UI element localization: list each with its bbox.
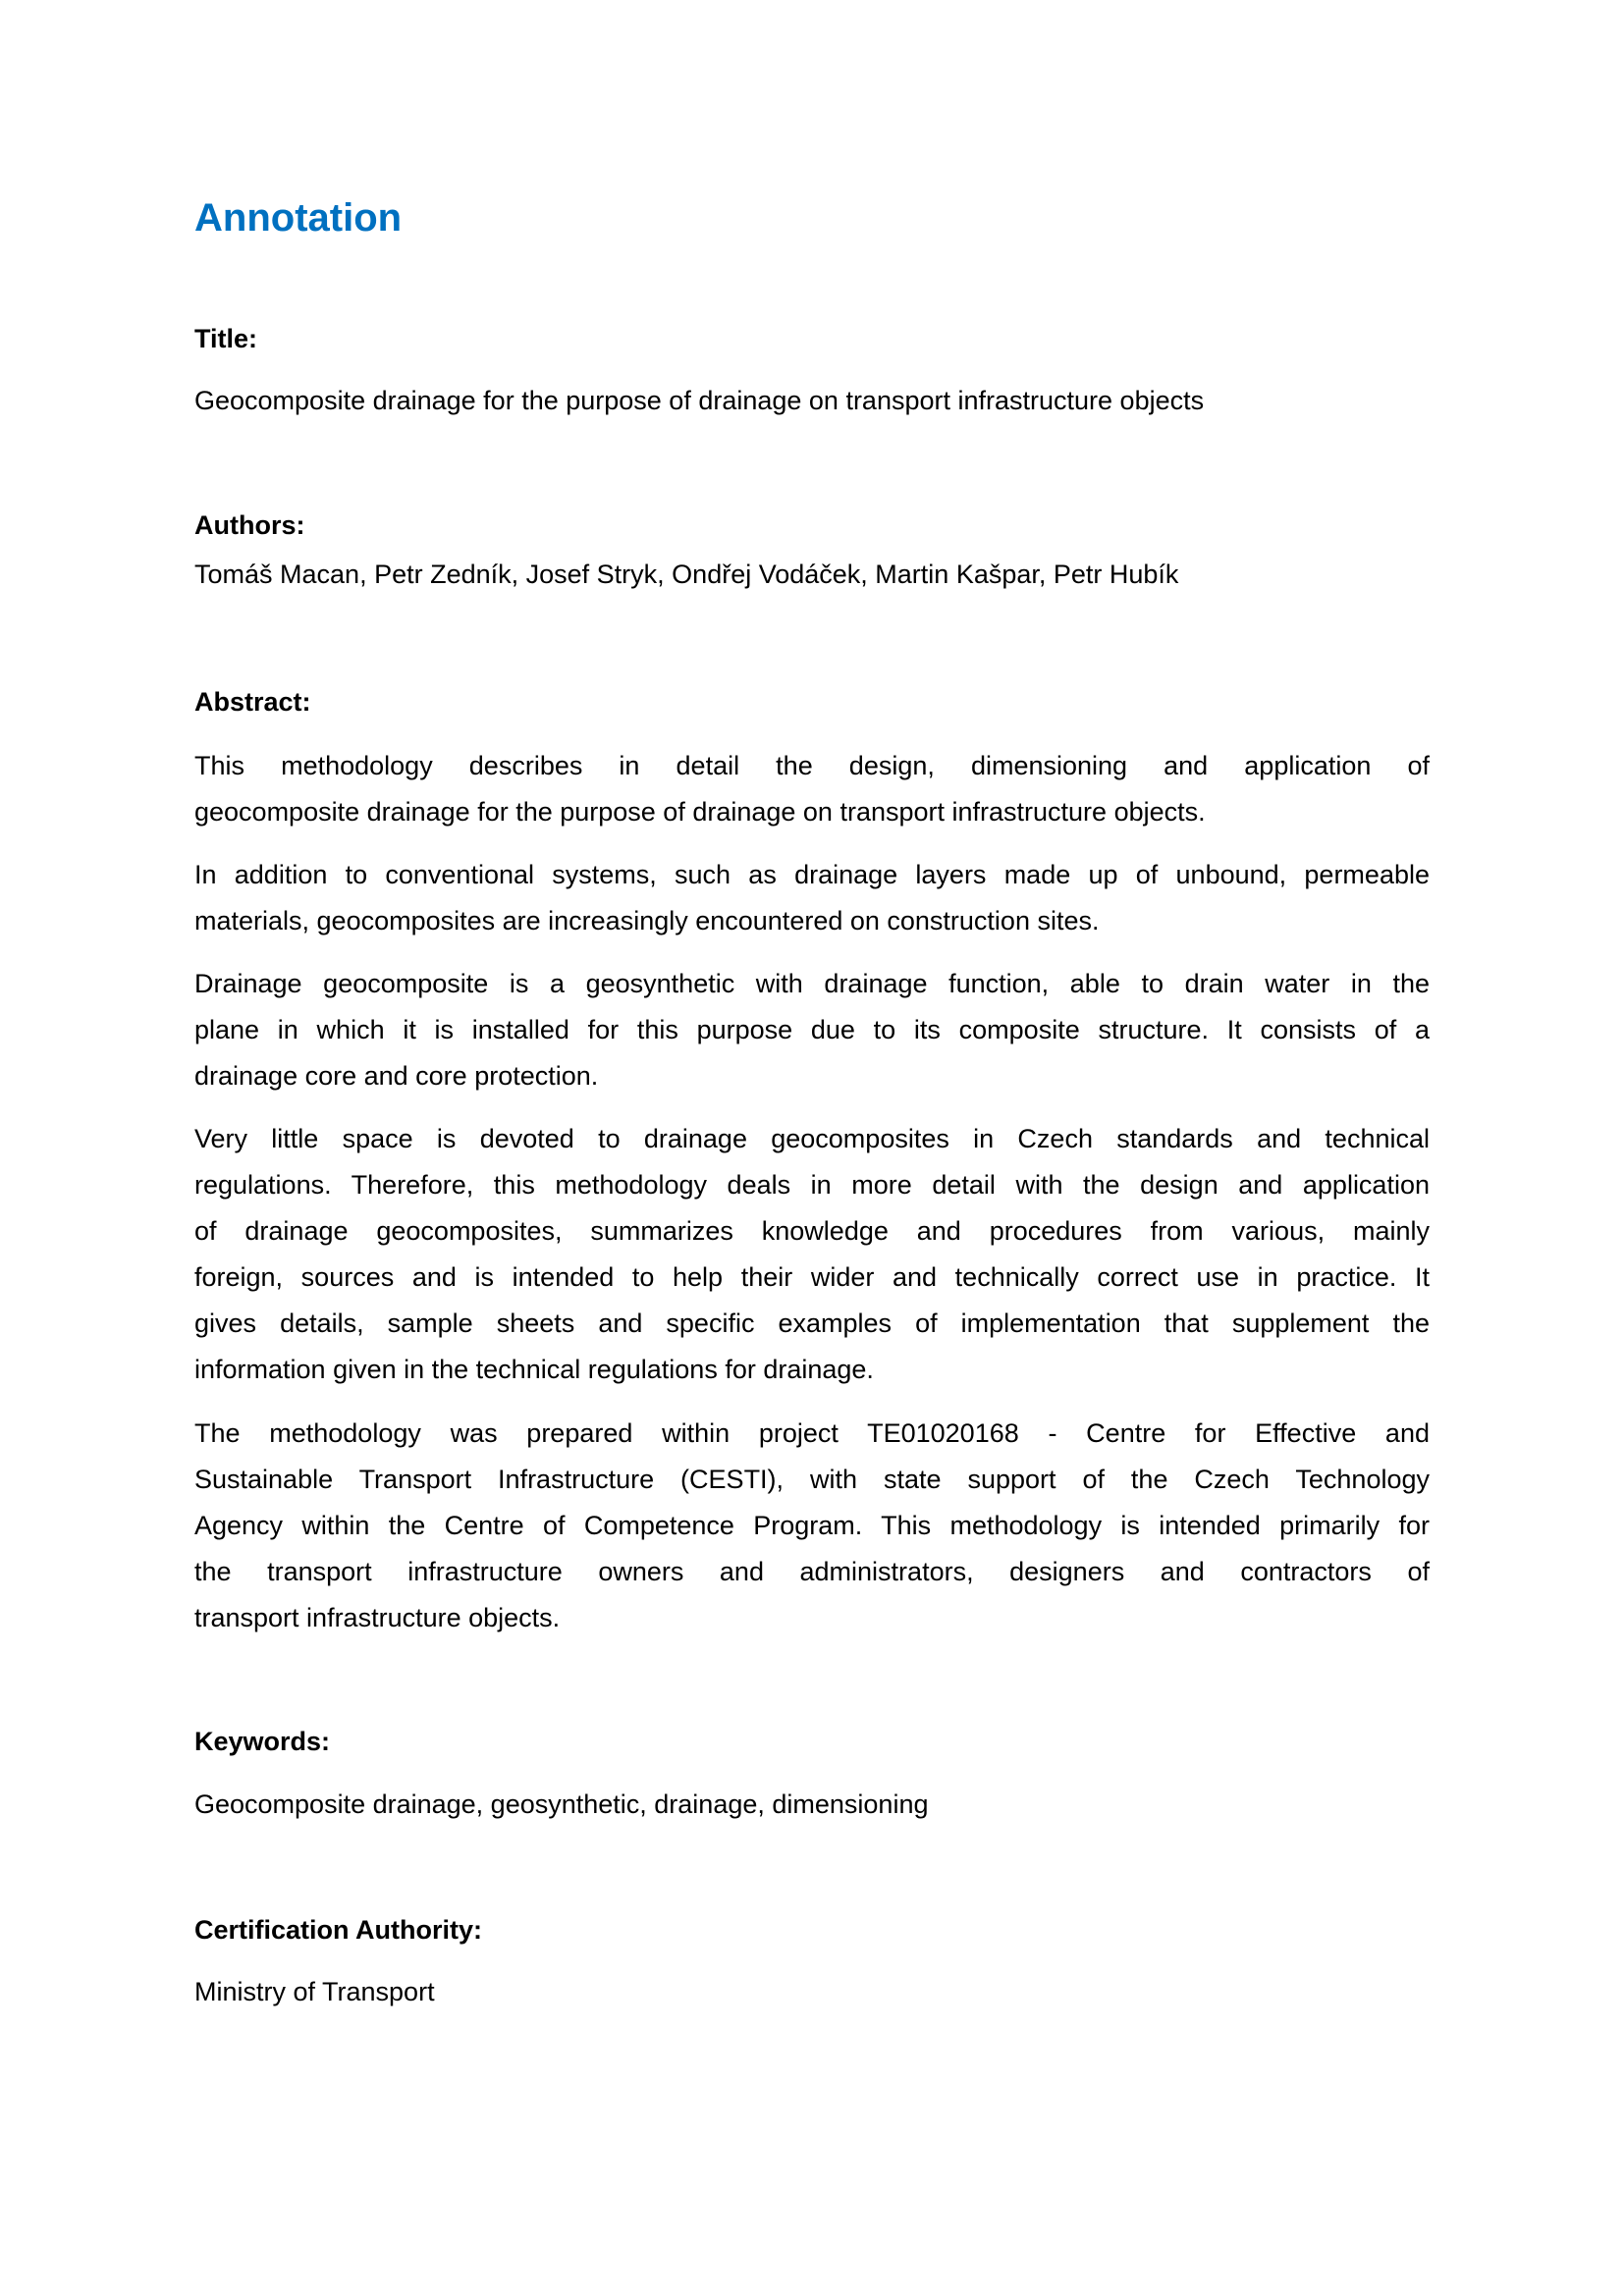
abstract-paragraph-5 [194,1411,1430,1641]
text-line: materials, geocomposites are increasingly encountered on construction sites. [194,906,1100,935]
text-line: This methodology describes in detail the design, dimensioning and application of [194,751,1430,780]
certification-authority-label: Certification Authority: [194,1915,482,1945]
abstract-paragraph-2 [194,852,1430,944]
authors-label: Authors: [194,510,305,540]
text-line: gives details, sample sheets and specific examples of implementation that supplement the [194,1308,1430,1338]
page-heading: Annotation [194,196,403,240]
certification-authority-value: Ministry of Transport [194,1977,435,2006]
abstract-paragraph-1 [194,743,1430,835]
text-line: transport infrastructure objects. [194,1603,561,1632]
title-label: Title: [194,324,258,353]
text-line: of drainage geocomposites, summarizes knowledge and procedures from various, mainly [194,1216,1430,1246]
text-line: Drainage geocomposite is a geosynthetic with drainage function, able to drain water in the [194,969,1430,998]
text-line: The methodology was prepared within project TE01020168 - Centre for Effective and [194,1418,1430,1448]
text-line: foreign, sources and is intended to help their wider and technically correct use in practice. It [194,1262,1430,1292]
abstract-label: Abstract: [194,687,311,717]
authors-value: Tomáš Macan, Petr Zedník, Josef Stryk, Ondřej Vodáček, Martin Kašpar, Petr Hubík [194,560,1179,589]
text-line: Sustainable Transport Infrastructure (CESTI), with state support of the Czech Technology [194,1465,1430,1494]
text-line: plane in which it is installed for this purpose due to its composite structure. It consists of a [194,1015,1430,1044]
text-line: In addition to conventional systems, such as drainage layers made up of unbound, permeable [194,860,1430,889]
keywords-label: Keywords: [194,1727,331,1756]
text-line: drainage core and core protection. [194,1061,599,1091]
text-line: regulations. Therefore, this methodology deals in more detail with the design and application [194,1170,1430,1200]
abstract-paragraph-3 [194,961,1430,1099]
text-line: the transport infrastructure owners and administrators, designers and contractors of [194,1557,1430,1586]
text-line: information given in the technical regulations for drainage. [194,1355,874,1384]
title-value: Geocomposite drainage for the purpose of drainage on transport infrastructure objects [194,386,1205,415]
abstract-paragraph-4 [194,1116,1430,1393]
text-line: geocomposite drainage for the purpose of drainage on transport infrastructure objects. [194,797,1206,827]
text-line: Very little space is devoted to drainage geocomposites in Czech standards and technical [194,1124,1430,1153]
text-line: Agency within the Centre of Competence Program. This methodology is intended primarily for [194,1511,1430,1540]
keywords-value: Geocomposite drainage, geosynthetic, drainage, dimensioning [194,1789,929,1819]
